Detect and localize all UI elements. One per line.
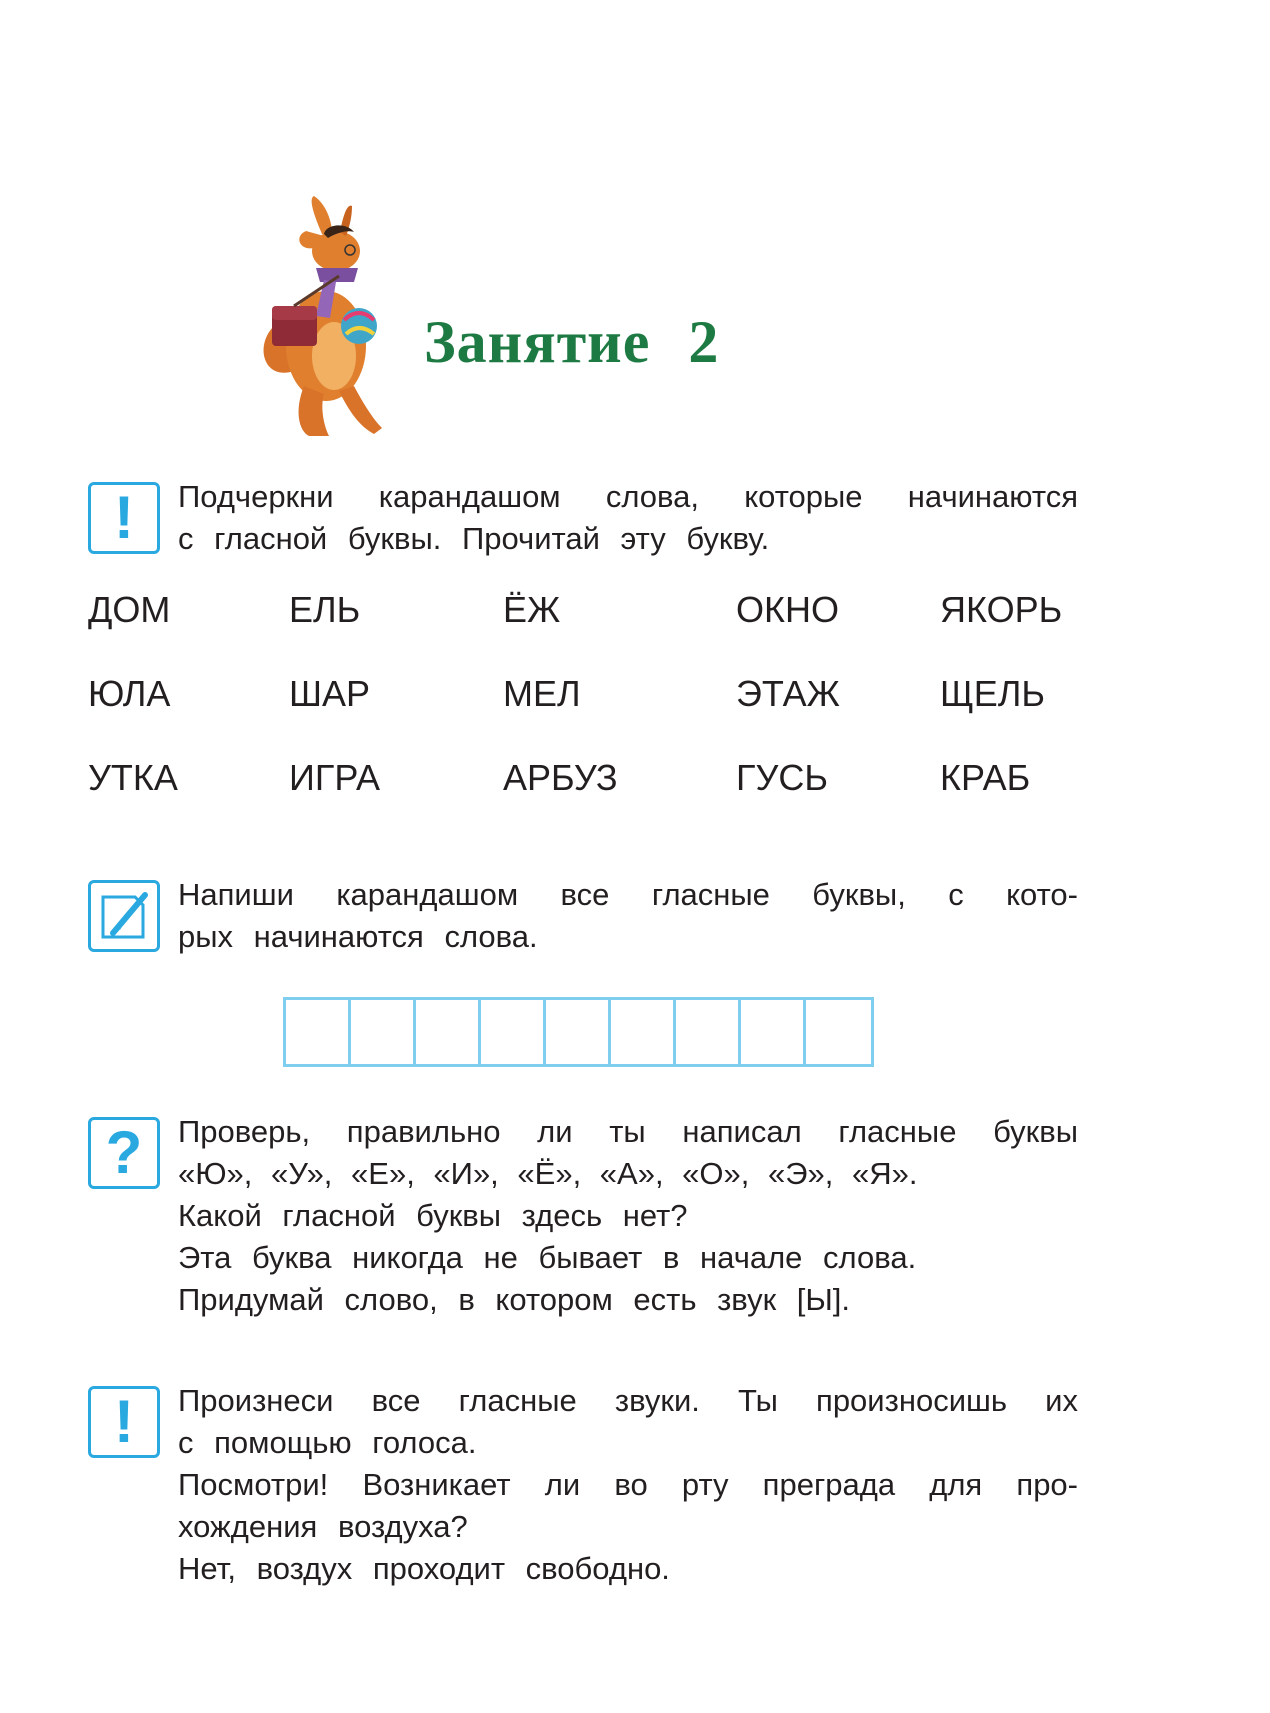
answer-cell[interactable] bbox=[351, 1000, 416, 1064]
word: КРАБ bbox=[940, 757, 1031, 798]
word: ЩЕЛЬ bbox=[940, 673, 1046, 714]
instruction-line: с гласной буквы. Прочитай эту букву. bbox=[178, 521, 770, 556]
pencil-write-icon bbox=[88, 880, 160, 952]
exclamation-icon: ! bbox=[88, 1386, 160, 1458]
task-instructions bbox=[178, 874, 1078, 958]
word: ДОМ bbox=[88, 589, 171, 630]
instruction-line: Придумай слово, в котором есть звук [Ы]. bbox=[178, 1282, 851, 1317]
word: ЭТАЖ bbox=[736, 673, 840, 714]
answer-cell[interactable] bbox=[286, 1000, 351, 1064]
instruction-line: рых начинаются слова. bbox=[178, 919, 538, 954]
word: ГУСЬ bbox=[736, 757, 828, 798]
task-pronounce-vowels bbox=[88, 1380, 1078, 1600]
task-write-vowels bbox=[88, 874, 1078, 964]
answer-cell[interactable] bbox=[481, 1000, 546, 1064]
instruction-line: Посмотри! Возникает ли во рту преграда для про- bbox=[178, 1467, 1078, 1502]
task-check-vowels bbox=[88, 1111, 1078, 1331]
answer-cell[interactable] bbox=[806, 1000, 871, 1064]
answer-cell[interactable] bbox=[546, 1000, 611, 1064]
instruction-line: Какой гласной буквы здесь нет? bbox=[178, 1198, 688, 1233]
word-row bbox=[88, 672, 1088, 756]
lesson-number: 2 bbox=[688, 309, 720, 375]
word: ЁЖ bbox=[503, 589, 561, 630]
word: ЕЛЬ bbox=[289, 589, 361, 630]
task-underline-words bbox=[88, 476, 1078, 566]
lesson-title bbox=[424, 308, 719, 377]
lesson-header bbox=[254, 196, 814, 446]
answer-cell[interactable] bbox=[611, 1000, 676, 1064]
exclamation-icon: ! bbox=[88, 482, 160, 554]
instruction-line: Эта буква никогда не бывает в начале слова. bbox=[178, 1240, 917, 1275]
task-instructions bbox=[178, 1111, 1078, 1321]
word-row bbox=[88, 756, 1088, 840]
instruction-line: Напиши карандашом все гласные буквы, с кото- bbox=[178, 877, 1078, 912]
instruction-line: Подчеркни карандашом слова, которые начинаются bbox=[178, 479, 1078, 514]
answer-cell[interactable] bbox=[741, 1000, 806, 1064]
kangaroo-mascot-illustration bbox=[254, 196, 404, 446]
word: МЕЛ bbox=[503, 673, 581, 714]
question-icon: ? bbox=[88, 1117, 160, 1189]
word: УТКА bbox=[88, 757, 178, 798]
answer-grid bbox=[283, 997, 874, 1067]
instruction-line: «Ю», «У», «Е», «И», «Ё», «А», «О», «Э», «Я». bbox=[178, 1156, 918, 1191]
task-instructions bbox=[178, 1380, 1078, 1590]
answer-cell[interactable] bbox=[416, 1000, 481, 1064]
answer-cell[interactable] bbox=[676, 1000, 741, 1064]
task-instructions bbox=[178, 476, 1078, 560]
instruction-line: с помощью голоса. bbox=[178, 1425, 477, 1460]
word-row bbox=[88, 588, 1088, 672]
instruction-line: Произнеси все гласные звуки. Ты произносишь их bbox=[178, 1383, 1078, 1418]
word: ЯКОРЬ bbox=[940, 589, 1063, 630]
word: АРБУЗ bbox=[503, 757, 618, 798]
instruction-line: Проверь, правильно ли ты написал гласные буквы bbox=[178, 1114, 1078, 1149]
word: ОКНО bbox=[736, 589, 839, 630]
word: ЮЛА bbox=[88, 673, 171, 714]
word: ШАР bbox=[289, 673, 371, 714]
instruction-line: Нет, воздух проходит свободно. bbox=[178, 1551, 670, 1586]
lesson-title-text: Занятие bbox=[424, 309, 651, 375]
word-grid bbox=[88, 588, 1088, 840]
instruction-line: хождения воздуха? bbox=[178, 1509, 468, 1544]
word: ИГРА bbox=[289, 757, 380, 798]
